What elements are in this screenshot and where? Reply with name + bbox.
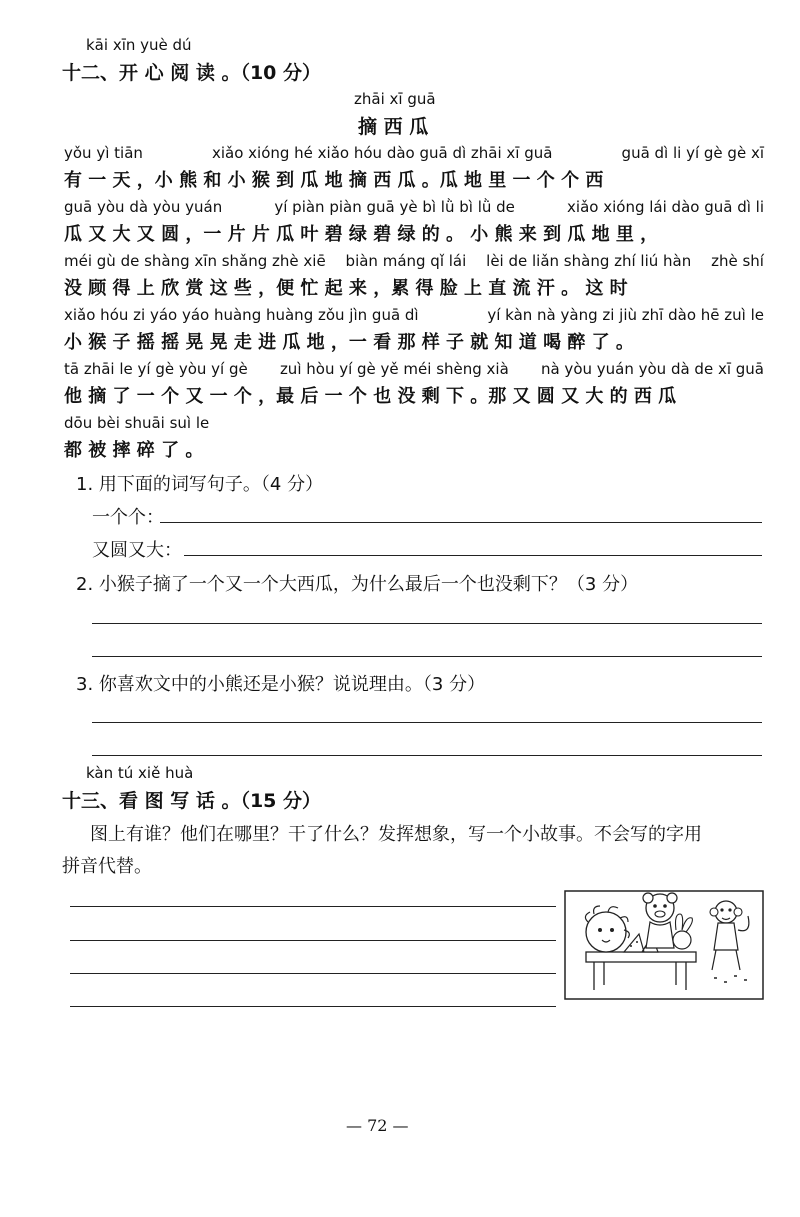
illustration-bear-monkey	[564, 890, 764, 1000]
writing-line-2[interactable]	[70, 940, 556, 941]
story-title-pinyin: zhāi xī guā	[354, 90, 436, 108]
story-title: 摘 西 瓜	[358, 116, 429, 138]
section12-title: 十二、开 心 阅 读 。（10 分）	[62, 62, 322, 84]
cartoon-picture-icon	[564, 890, 764, 1000]
answer-line-1a[interactable]	[160, 522, 762, 523]
question-1b-label: 又圆又大：	[92, 540, 182, 561]
story-row-text: 没 顾 得 上 欣 赏 这 些 ，便 忙 起 来 ，累 得 脸 上 直 流 汗 。 这 时	[64, 278, 628, 299]
story-row-text: 他 摘 了 一 个 又 一 个 ，最 后 一 个 也 没 剩 下 。那 又 圆 又 大 的 西 瓜	[64, 386, 677, 407]
answer-line-3b[interactable]	[92, 755, 762, 756]
section13-instruction-1: 图上有谁？他们在哪里？干了什么？发挥想象，写一个小故事。不会写的字用	[90, 824, 702, 845]
answer-line-2a[interactable]	[92, 623, 762, 624]
question-1a-label: 一个个：	[92, 507, 164, 528]
story-last-pinyin: dōu bèi shuāi suì le	[64, 414, 210, 432]
section12-pinyin: kāi xīn yuè dú	[86, 36, 192, 54]
answer-line-2b[interactable]	[92, 656, 762, 657]
story-last-text: 都 被 摔 碎 了 。	[64, 440, 204, 461]
question-3: 3. 你喜欢文中的小熊还是小猴？说说理由。（3 分）	[76, 674, 486, 695]
section13-pinyin: kàn tú xiě huà	[86, 764, 194, 782]
writing-line-3[interactable]	[70, 973, 556, 974]
story-row-pinyin: xiǎo hóu zi yáo yáo huàng huàng zǒu jìn guā dì yí kàn nà yàng zi jiù zhī dào hē zuì le	[64, 306, 764, 324]
writing-line-1[interactable]	[70, 906, 556, 907]
story-row-pinyin: tā zhāi le yí gè yòu yí gè zuì hòu yí gè yě méi shèng xià nà yòu yuán yòu dà de xī guā	[64, 360, 764, 378]
story-row-pinyin: guā yòu dà yòu yuán yí piàn piàn guā yè bì lǜ bì lǜ de xiǎo xióng lái dào guā dì li	[64, 198, 764, 216]
page-number: — 72 —	[346, 1116, 409, 1135]
answer-line-1b[interactable]	[184, 555, 762, 556]
section13-instruction-2: 拼音代替。	[62, 856, 152, 877]
story-row-pinyin: méi gù de shàng xīn shǎng zhè xiē biàn máng qǐ lái lèi de liǎn shàng zhí liú hàn zhè shí	[64, 252, 764, 270]
story-row-text: 瓜 又 大 又 圆 ，一 片 片 瓜 叶 碧 绿 碧 绿 的 。 小 熊 来 到 瓜 地 里 ，	[64, 224, 659, 245]
story-row-pinyin: yǒu yì tiān xiǎo xióng hé xiǎo hóu dào guā dì zhāi xī guā guā dì li yí gè gè xī	[64, 144, 764, 162]
writing-line-4[interactable]	[70, 1006, 556, 1007]
story-row-text: 小 猴 子 摇 摇 晃 晃 走 进 瓜 地 ，一 看 那 样 子 就 知 道 喝 醉 了 。	[64, 332, 634, 353]
story-row-text: 有 一 天 ，小 熊 和 小 猴 到 瓜 地 摘 西 瓜 。瓜 地 里 一 个 个 西	[64, 170, 604, 191]
section13-title: 十三、看 图 写 话 。（15 分）	[62, 790, 322, 812]
question-1: 1. 用下面的词写句子。（4 分）	[76, 474, 324, 495]
answer-line-3a[interactable]	[92, 722, 762, 723]
question-2: 2. 小猴子摘了一个又一个大西瓜，为什么最后一个也没剩下？（3 分）	[76, 574, 639, 595]
